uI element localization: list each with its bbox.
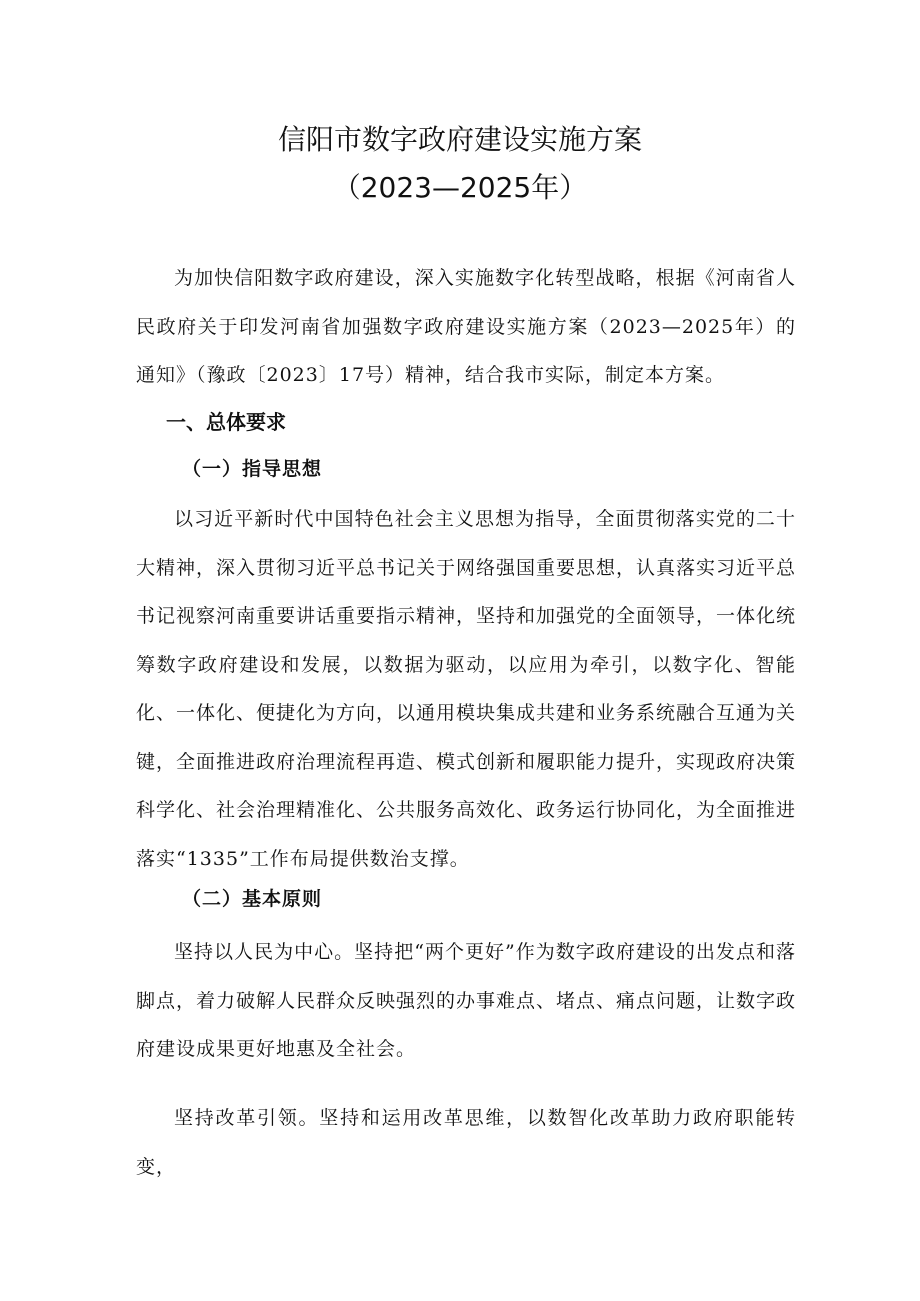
document-subtitle-years: （2023—2025年） xyxy=(332,171,588,204)
intro-paragraph: 为加快信阳数字政府建设，深入实施数字化转型战略，根据《河南省人民政府关于印发河南省加强数字政府建设实施方案（2023—2025年）的通知》（豫政〔2023〕17号）精神，结合我市实际，制定本方案。 xyxy=(136,267,796,386)
principle-people-centered-paragraph: 坚持以人民为中心。坚持把“两个更好”作为数字政府建设的出发点和落脚点，着力破解人民群众反映强烈的办事难点、堵点、痛点问题，让数字政府建设成果更好地惠及全社会。 xyxy=(136,941,797,1060)
subsection-heading-guiding-thought: （一）指导思想 xyxy=(182,458,323,480)
guiding-thought-paragraph: 以习近平新时代中国特色社会主义思想为指导，全面贯彻落实党的二十大精神，深入贯彻习近平总书记关于网络强国重要思想，认真落实习近平总书记视察河南重要讲话重要指示精神，坚持和加强党的全面领导，一体化统筹数字政府建设和发展，以数据为驱动，以应用为牵引，以数字化、智能化、一体化、便捷化为方向，以通用模块集成共建和业务系统融合互通为关键，全面推进政府治理流程再造、模式创新和履职能力提升，实现政府决策科学化、社会治理精准化、公共服务高效化、政务运行协同化，为全面推进落实“1335”工作布局提供数治支撑。 xyxy=(136,508,797,870)
document-title: 信阳市数字政府建设实施方案 xyxy=(277,123,642,156)
subsection-heading-basic-principles: （二）基本原则 xyxy=(182,888,323,910)
section-heading-general-requirements: 一、总体要求 xyxy=(166,410,286,434)
principle-reform-paragraph: 坚持改革引领。坚持和运用改革思维，以数智化改革助力政府职能转变， xyxy=(136,1107,796,1178)
